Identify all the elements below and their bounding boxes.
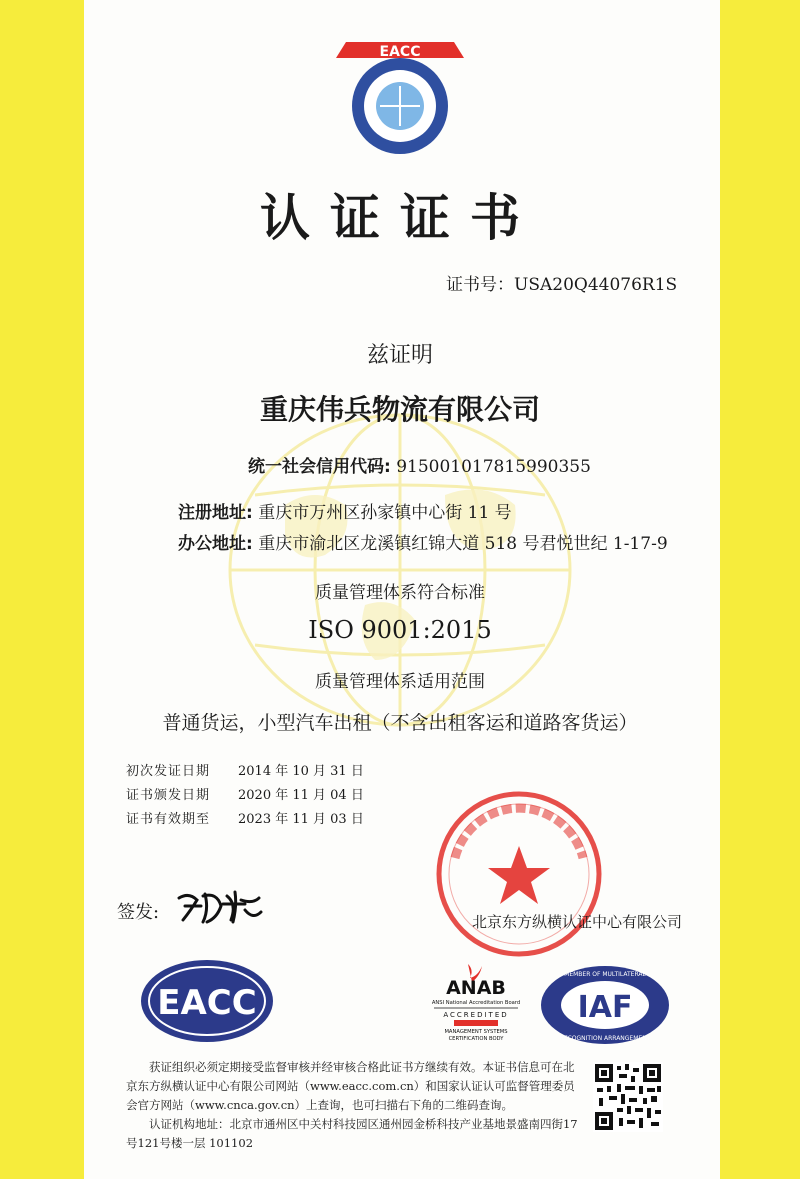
registered-address-row [178,498,512,523]
office-address-value: 重庆市渝北区龙溪镇红锦大道 518 号君悦世纪 1-17-9 [258,534,668,554]
certificate-title: 认证证书 [260,188,540,247]
date-value: 2014 年 10 月 31 日 [238,764,364,779]
scope-value: 普通货运，小型汽车出租（不含出租客运和道路客货运） [162,712,638,734]
office-address-label: 办公地址: [178,534,253,554]
registered-address-value: 重庆市万州区孙家镇中心街 11 号 [258,503,512,523]
certificate-number: 证书号：USA20Q44076R1S [446,275,678,295]
credit-code-row [248,452,591,477]
anab-line3: MANAGEMENT SYSTEMS [444,1029,508,1035]
company-name: 重庆伟兵物流有限公司 [259,393,540,426]
eacc-logo-icon [330,28,470,158]
signature-icon [175,886,265,926]
anab-line1: ANSI National Accreditation Board [431,1000,521,1006]
date-label: 证书颁发日期 [126,788,211,803]
credit-code-value: 915001017815990355 [396,457,591,477]
iaf-ring-top: MEMBER OF MULTILATERAL [564,971,646,978]
issuer-name: 北京东方纵横认证中心有限公司 [472,913,683,931]
anab-accreditation-mark [428,962,524,1044]
office-address-row [178,529,668,554]
date-label: 证书有效期至 [126,812,211,827]
date-label: 初次发证日期 [126,764,211,779]
eacc-badge-icon [138,957,276,1045]
official-seal-icon [433,788,605,960]
date-list [126,760,364,832]
anab-line2: ACCREDITED [443,1011,509,1019]
date-row-expiry [126,808,364,832]
credit-code-label: 统一社会信用代码: [248,457,391,477]
date-value: 2023 年 11 月 03 日 [238,812,364,827]
standard-label: 质量管理体系符合标准 [315,583,485,603]
iaf-ring-bottom: RECOGNITION ARRANGEMENT [559,1035,651,1042]
notice-text [126,1058,581,1153]
eacc-badge-text: EACC [157,983,257,1023]
eacc-logo-text: EACC [379,44,421,60]
anab-line4: CERTIFICATION BODY [448,1036,504,1042]
iaf-name: IAF [577,990,633,1025]
qr-code-icon[interactable] [593,1062,663,1132]
hereby-certify-text: 兹证明 [366,343,433,368]
standard-value: ISO 9001:2015 [308,616,492,644]
anab-name: ANAB [446,977,506,999]
iaf-mark-icon [538,964,672,1046]
sign-label: 签发: [117,902,160,923]
date-value: 2020 年 11 月 04 日 [238,788,364,803]
scope-label: 质量管理体系适用范围 [315,672,485,692]
notice-validity: 获证组织必须定期接受监督审核并经审核合格此证书方继续有效。本证书信息可在北京东方纵横认证中心有限公司网站（www.eacc.com.cn）和国家认证认可监督管理委员会官方网站（www.cnca.gov.cn）上查询，也可扫描右下角的二维码查询。 [126,1060,575,1112]
date-row-initial [126,760,364,784]
notice-address: 认证机构地址：北京市通州区中关村科技园区通州园金桥科技产业基地景盛南四街17号121号楼一层 101102 [126,1117,578,1150]
registered-address-label: 注册地址: [178,503,253,523]
date-row-issue [126,784,364,808]
